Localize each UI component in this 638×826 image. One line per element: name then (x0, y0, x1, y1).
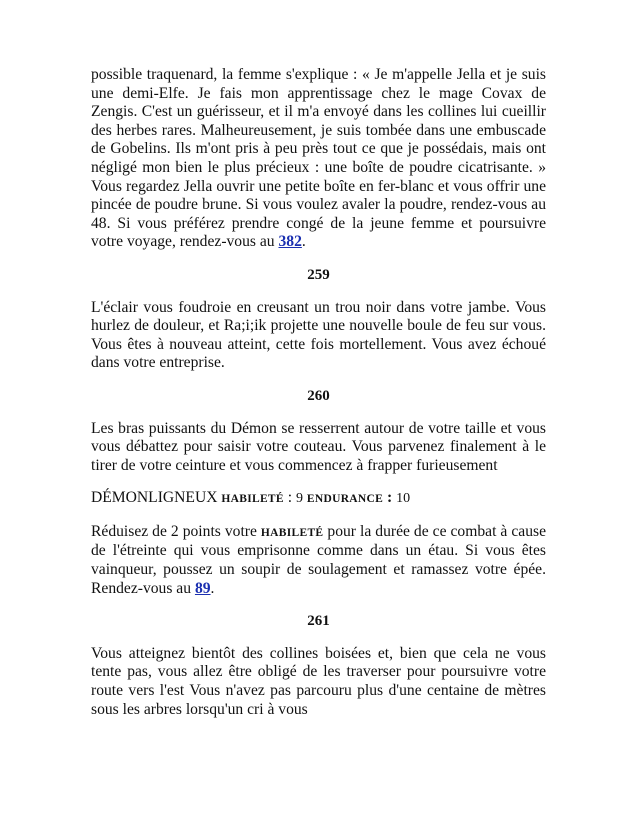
link-89[interactable]: 89 (194, 579, 211, 597)
skill-label: HABILETÉ (221, 493, 284, 506)
section-261-paragraph: Vous atteignez bientôt des collines boisées et, bien que cela ne vous tente pas, vous allez être obligé de les traverser pour poursuivre votre route vers l'est Vous n'avez pas parcouru plus d'une centaine de mètres sous les arbres lorsqu'un cri à vous (91, 644, 546, 718)
skill-sep: : (283, 489, 296, 507)
section-number-259: 259 (307, 266, 330, 283)
enemy-stat-line (91, 489, 546, 509)
section-260-paragraph-2 (91, 523, 546, 598)
section-260-paragraph: Les bras puissants du Démon se resserrent autour de votre taille et vous vous débattez pour saisir votre couteau. Vous parvenez finalement à le tirer de votre ceinture et vous commencez à frapper furieusement (91, 419, 546, 474)
intro-text: possible traquenard, la femme s'explique : « Je m'appelle Jella et je suis une demi-Elfe. Je fais mon apprentissage chez le mage Covax de Zengis. C'est un guérisseur, et il m'a envoyé dans les collines lui cueillir des herbes rares. Malheureusement, je suis tombée dans une embuscade de Gobelins. Ils m'ont pris à peu près tout ce que je possédais, mais ont négligé mon bien le plus précieux : une boîte de poudre cicatrisante. » Vous regardez Jella ouvrir une petite boîte en fer-blanc et vous offrir une pincée de poudre brune. Si vous voulez avaler la poudre, rendez-vous au 48. Si vous préférez prendre congé de la jeune femme et poursuivre votre voyage, rendez-vous au (91, 66, 546, 251)
intro-paragraph (91, 66, 546, 252)
section-number-261: 261 (307, 613, 330, 630)
endurance-value: 10 (396, 491, 411, 507)
skill-value: 9 (296, 491, 303, 507)
section-260-text2-b: pour la durée de ce combat à cause de l'étreinte qui vous emprisonne comme dans un étau. Si vous êtes vainqueur, poussez un soupir de soulagement et ramassez votre épée. Rendez-vous au (91, 522, 546, 597)
enemy-name: DÉMONLIGNEUX (91, 489, 218, 507)
book-page (91, 66, 546, 719)
section-259-paragraph: L'éclair vous foudroie en creusant un trou noir dans votre jambe. Vous hurlez de douleur, et Ra;i;ik projette une nouvelle boule de feu sur vous. Vous êtes à nouveau atteint, cette fois mortellement. Vous avez échoué dans votre entreprise. (91, 298, 546, 372)
intro-end: . (301, 233, 306, 251)
section-260-text2-a: Réduisez de 2 points votre (91, 522, 261, 540)
section-number-260: 260 (307, 387, 330, 404)
link-382[interactable]: 382 (278, 233, 302, 251)
endurance-sep: : (383, 489, 397, 507)
section-260-skill-keyword: HABILETÉ (260, 526, 324, 539)
endurance-label: ENDURANCE (306, 493, 384, 506)
section-260-end: . (210, 579, 215, 597)
